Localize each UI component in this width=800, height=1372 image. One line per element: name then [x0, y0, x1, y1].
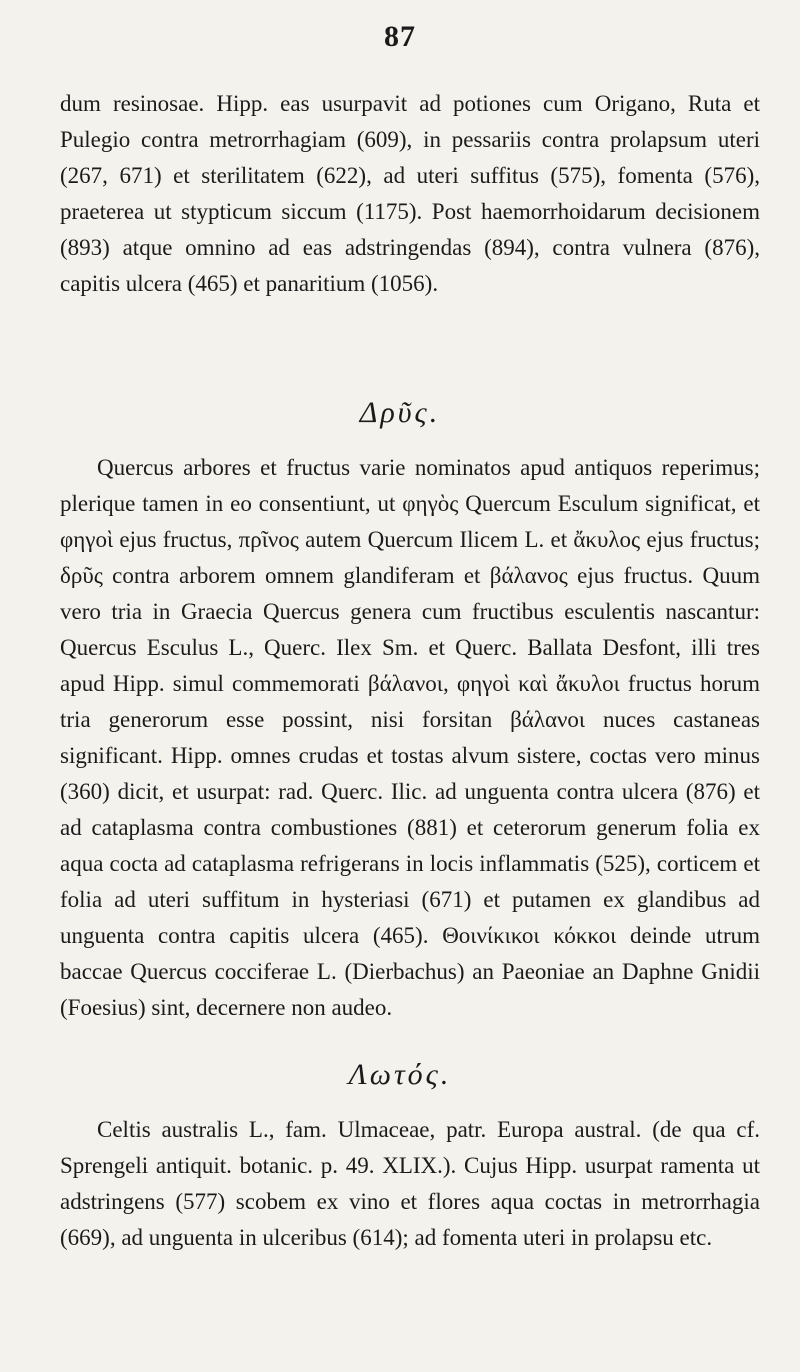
paragraph-resinosae: dum resinosae. Hipp. eas usurpavit ad potiones cum Origano, Ruta et Pulegio contra metrorrhagiam (609), in pessariis contra prolapsum uteri (267, 671) et sterilitatem (622), ad uteri suffitus (575), fomenta (576), praeterea ut stypticum siccum (1175). Post haemorrhoidarum decisionem (893) atque omnino ad eas adstringendas (894), contra vulnera (876), capitis ulcera (465) et panaritium (1056). [60, 91, 760, 296]
heading-lotos: Λωτός. [348, 1058, 452, 1091]
paragraph-quercus: Quercus arbores et fructus varie nominatos apud antiquos reperimus; plerique tamen in eo consentiunt, ut φηγὸς Quercum Esculum significat, et φηγοὶ ejus fructus, πρῖνος autem Quercum Ilicem L. et ἄκυλος ejus fructus; δρῦς contra arborem omnem glandiferam et βάλανος ejus fructus. Quum vero tria in Graecia Quercus genera cum fructibus esculentis nascantur: Quercus Esculus L., Querc. Ilex Sm. et Querc. Ballata Desfont, illi tres apud Hipp. simul commemorati βάλανοι, φηγοὶ καὶ ἄκυλοι fructus horum tria generorum esse possint, nisi forsitan βάλανοι nuces castaneas significant. Hipp. omnes crudas et tostas alvum sistere, coctas vero minus (360) dicit, et usurpat: rad. Querc. Ilic. ad unguenta contra ulcera (876) et ad cataplasma contra combustiones (881) et ceterorum generum folia ex aqua cocta ad cataplasma refrigerans in locis inflammatis (525), corticem et folia ad uteri suffitum in hysteriasi (671) et putamen ex glandibus ad unguenta contra capitis ulcera (465). Θοινίκικοι κόκκοι deinde utrum baccae Quercus cocciferae L. (Dierbachus) an Paeoniae an Daphne Gnidii (Foesius) sint, decernere non audeo. [60, 455, 760, 1020]
paragraph-celtis: Celtis australis L., fam. Ulmaceae, patr. Europa austral. (de qua cf. Sprengeli antiquit. botanic. p. 49. XLIX.). Cujus Hipp. usurpat ramenta ut adstringens (577) scobem ex vino et flores aqua coctas in metrorrhagia (669), ad unguenta in ulceribus (614); ad fomenta uteri in prolapsu etc. [60, 1117, 760, 1250]
page-number: 87 [384, 20, 416, 53]
heading-drys: Δρῦς. [359, 396, 441, 429]
